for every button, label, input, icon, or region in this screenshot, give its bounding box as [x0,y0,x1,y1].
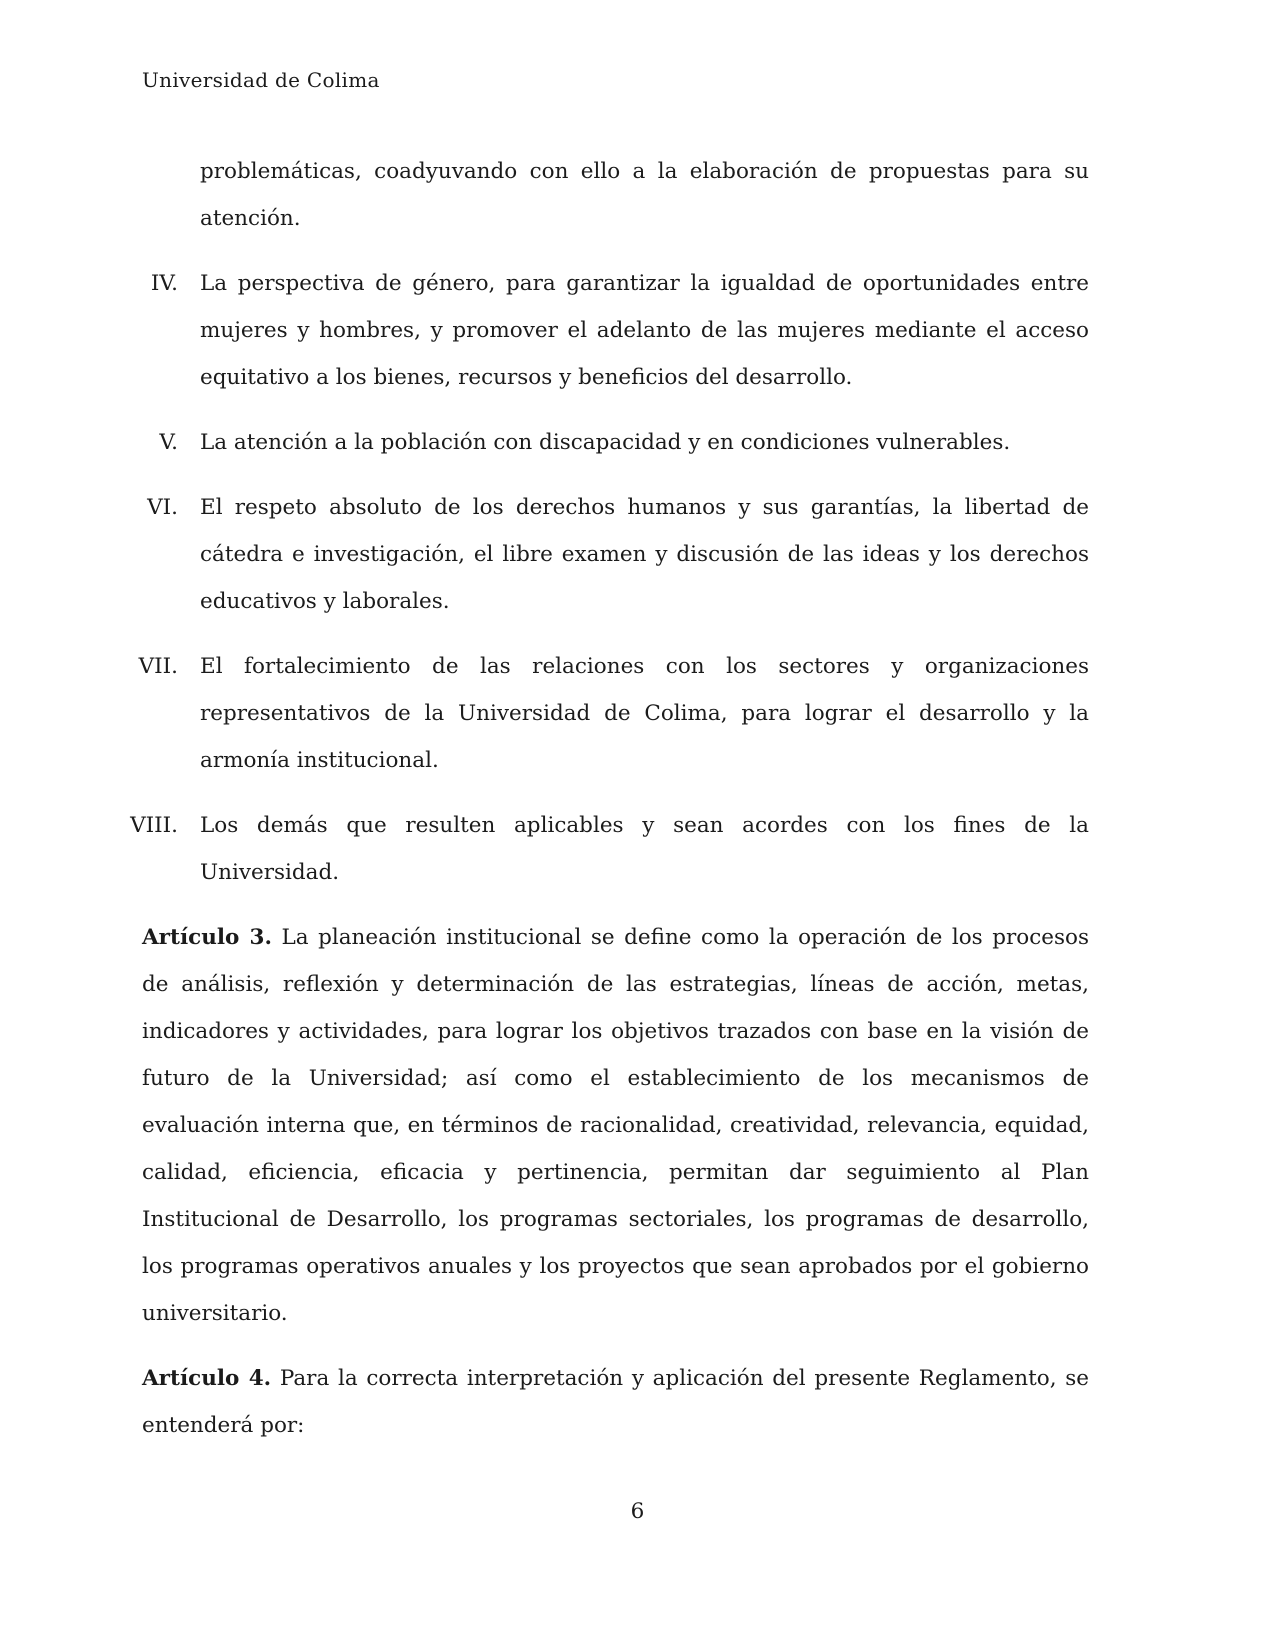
list-item-text: Los demás que resulten aplicables y sean acordes con los fines de la Universidad. [200,813,1089,885]
article-3-label: Artículo 3. [142,925,272,950]
list-item-viii [118,802,1089,896]
article-3-paragraph [142,914,1089,1337]
article-4-text: Para la correcta interpretación y aplicación del presente Reglamento, se entenderá por: [142,1366,1089,1438]
article-3-text: La planeación institucional se define como la operación de los procesos de análisis, reflexión y determinación de las estrategias, líneas de acción, metas, indicadores y actividades, para lograr los objetivos trazados con base en la visión de futuro de la Universidad; así como el establecimiento de los mecanismos de evaluación interna que, en términos de racionalidad, creatividad, relevancia, equidad, calidad, eficiencia, eficacia y pertinencia, permitan dar seguimiento al Plan Institucional de Desarrollo, los programas sectoriales, los programas de desarrollo, los programas operativos anuales y los proyectos que sean aprobados por el gobierno universitario. [142,925,1089,1326]
continuation-paragraph: problemáticas, coadyuvando con ello a la elaboración de propuestas para su atención. [200,159,1089,231]
list-item-vi [118,484,1089,625]
list-numeral: VIII. [130,813,178,838]
article-4-label: Artículo 4. [142,1366,272,1391]
list-numeral: IV. [150,271,178,296]
list-item-text: El respeto absoluto de los derechos humanos y sus garantías, la libertad de cátedra e investigación, el libre examen y discusión de las ideas y los derechos educativos y laborales. [200,495,1089,614]
page-number: 6 [630,1499,645,1524]
list-item-vii [118,643,1089,784]
list-numeral: VI. [147,495,178,520]
list-numeral: VII. [138,654,178,679]
list-numeral: V. [159,430,178,455]
list-item-text: La perspectiva de género, para garantizar la igualdad de oportunidades entre mujeres y hombres, y promover el adelanto de las mujeres mediante el acceso equitativo a los bienes, recursos y beneficios del desarrollo. [200,271,1089,390]
list-item-text: La atención a la población con discapacidad y en condiciones vulnerables. [200,430,1011,455]
list-item-text: El fortalecimiento de las relaciones con los sectores y organizaciones representativos de la Universidad de Colima, para lograr el desarrollo y la armonía institucional. [200,654,1089,773]
running-header: Universidad de Colima [142,68,380,92]
document-content [130,148,1089,1467]
list-item-iv [118,260,1089,401]
list-item-v [118,419,1089,466]
article-4-paragraph [142,1355,1089,1449]
